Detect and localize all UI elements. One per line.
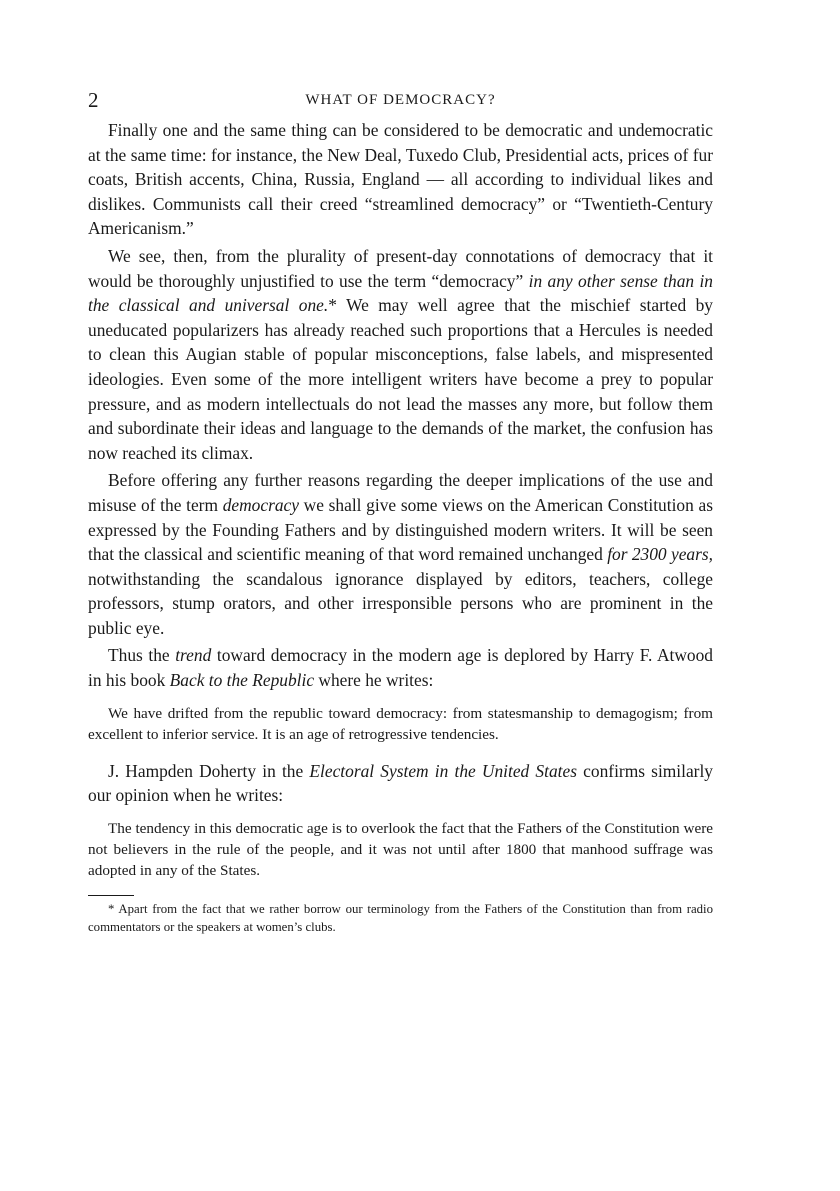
page-number: 2 (88, 88, 99, 112)
paragraph-3-italic-b: for 2300 years, (607, 544, 713, 565)
paragraph-4-italic-a: trend (175, 645, 212, 666)
running-head: WHAT OF DEMOCRACY? (305, 92, 496, 108)
block-quote-doherty: The tendency in this democratic age is to overlook the fact that the Fathers of the Constitution were not believers in the rule of the people, and it was not until after 1800 that manhood suffrage was adopted in any of the States. (88, 819, 713, 879)
footnote-divider (88, 895, 134, 896)
paragraph-2-italic: in any other sense than in the classical and universal one. (88, 270, 713, 316)
paragraph-5-text-b: confirms similarly our opinion when he writes: (88, 760, 713, 806)
paragraph-5 (88, 759, 713, 808)
paragraph-3-text-c: notwithstanding the scandalous ignorance displayed by editors, teachers, college professors, stump orators, and other irresponsible persons who are prominent in the public eye. (88, 568, 713, 638)
page-header (88, 88, 713, 118)
paragraph-4 (88, 643, 713, 692)
paragraph-5-text-a: J. Hampden Doherty in the (108, 760, 310, 781)
paragraph-1: Finally one and the same thing can be considered to be democratic and undemocratic at the same time: for instance, the New Deal, Tuxedo Club, Presidential acts, prices of fur coats, British accents, China, Russia, England — all according to individual likes and dislikes. Communists call their creed “streamlined democracy” or “Twentieth-Century Americanism.” (88, 120, 713, 239)
paragraph-2 (88, 244, 713, 465)
paragraph-4-text-b: toward democracy in the modern age is deplored by Harry F. Atwood in his book (88, 645, 713, 691)
paragraph-3-text-b: we shall give some views on the American Constitution as expressed by the Founding Fathers and by distinguished modern writers. It will be seen that the classical and scientific meaning of that word remained unchanged (88, 494, 713, 565)
paragraph-2-text-b: * We may well agree that the mischief started by uneducated popularizers has already reached such proportions that a Hercules is needed to clean this Augian stable of popular misconceptions, false labels, and mispresented ideologies. Even some of the more intelligent writers have become a prey to popular pressure, and as modern intellectuals do not lead the masses any more, but follow them and subordinate their ideas and language to the demands of the market, the confusion has now reached its climax. (88, 295, 713, 463)
paragraph-4-book-title: Back to the Republic (169, 670, 315, 691)
paragraph-4-text-a: Thus the (108, 645, 176, 666)
book-page (88, 88, 713, 936)
paragraph-3-italic-a: democracy (222, 494, 299, 515)
block-quote-atwood: We have drifted from the republic toward democracy: from statesmanship to demagogism; from excellent to inferior service. It is an age of retrogressive tendencies. (88, 704, 713, 743)
paragraph-2-text-a: We see, then, from the plurality of present-day connotations of democracy that it would be thoroughly unjustified to use the term “democracy” (88, 245, 713, 291)
paragraph-3-text-a: Before offering any further reasons regarding the deeper implications of the use and misuse of the term (88, 470, 713, 515)
footnote: * Apart from the fact that we rather borrow our terminology from the Fathers of the Constitution than from radio commentators or the speakers at women’s clubs. (88, 901, 713, 934)
paragraph-4-text-c: where he writes: (314, 670, 434, 691)
paragraph-3 (88, 468, 713, 640)
paragraph-5-book-title: Electoral System in the United States (309, 760, 577, 781)
